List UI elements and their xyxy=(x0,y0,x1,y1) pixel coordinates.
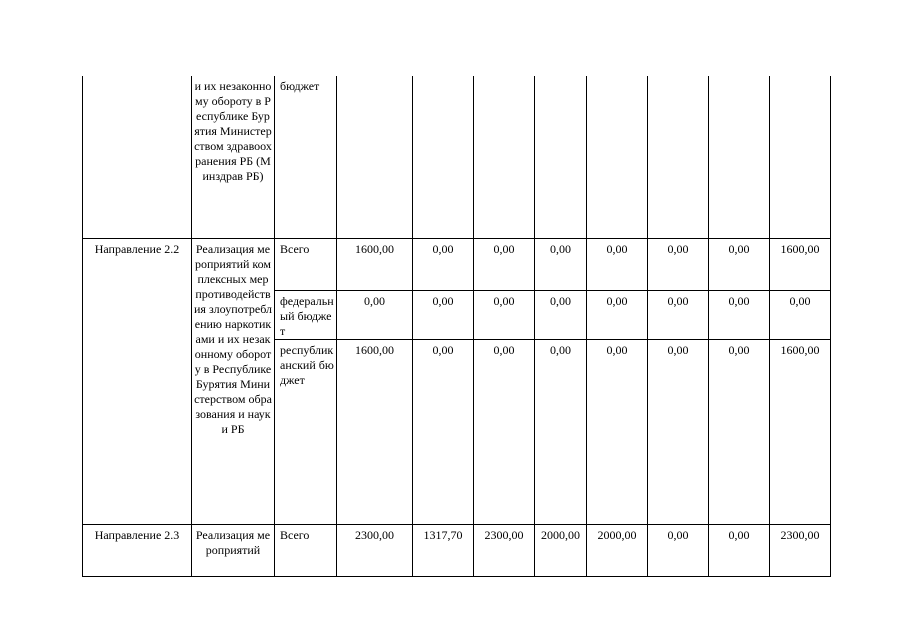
value-cell xyxy=(709,76,770,238)
value-cell: 0,00 xyxy=(413,339,474,524)
source-cell: республиканский бюджет xyxy=(275,339,337,524)
source-cell: Всего xyxy=(275,524,337,576)
value-cell: 2000,00 xyxy=(535,524,587,576)
value-cell: 1600,00 xyxy=(337,238,413,290)
value-cell xyxy=(770,76,831,238)
table-row xyxy=(83,238,831,290)
value-cell: 1317,70 xyxy=(413,524,474,576)
value-cell xyxy=(535,76,587,238)
budget-table xyxy=(82,76,831,577)
table-row xyxy=(83,524,831,576)
value-cell: 0,00 xyxy=(648,290,709,339)
source-cell: бюджет xyxy=(275,76,337,238)
value-cell: 0,00 xyxy=(709,339,770,524)
value-cell: 0,00 xyxy=(535,339,587,524)
value-cell: 0,00 xyxy=(587,290,648,339)
value-cell: 0,00 xyxy=(648,238,709,290)
activity-cell: Реализация мероприятий xyxy=(192,524,275,576)
value-cell xyxy=(474,76,535,238)
value-cell: 0,00 xyxy=(474,290,535,339)
value-cell: 0,00 xyxy=(474,238,535,290)
value-cell: 1600,00 xyxy=(770,238,831,290)
value-cell: 2000,00 xyxy=(587,524,648,576)
value-cell xyxy=(587,76,648,238)
value-cell: 1600,00 xyxy=(337,339,413,524)
value-cell: 0,00 xyxy=(337,290,413,339)
value-cell: 0,00 xyxy=(770,290,831,339)
value-cell: 0,00 xyxy=(587,238,648,290)
value-cell xyxy=(413,76,474,238)
value-cell: 0,00 xyxy=(709,290,770,339)
value-cell: 0,00 xyxy=(648,339,709,524)
direction-cell xyxy=(83,76,192,238)
activity-cell: и их незаконному обороту в Республике Бурятия Министерством здравоохранения РБ (Минздрав РБ) xyxy=(192,76,275,238)
value-cell: 2300,00 xyxy=(770,524,831,576)
value-cell: 2300,00 xyxy=(474,524,535,576)
direction-cell: Направление 2.2 xyxy=(83,238,192,524)
value-cell: 0,00 xyxy=(535,290,587,339)
value-cell: 0,00 xyxy=(535,238,587,290)
value-cell: 2300,00 xyxy=(337,524,413,576)
value-cell: 1600,00 xyxy=(770,339,831,524)
table-row xyxy=(83,76,831,238)
value-cell: 0,00 xyxy=(648,524,709,576)
value-cell: 0,00 xyxy=(709,238,770,290)
activity-cell: Реализация мероприятий комплексных мер противодействия злоупотреблению наркотиками и их незаконному обороту в Республике Бурятия Министерством образования и науки РБ xyxy=(192,238,275,524)
direction-cell: Направление 2.3 xyxy=(83,524,192,576)
value-cell: 0,00 xyxy=(587,339,648,524)
source-cell: Всего xyxy=(275,238,337,290)
value-cell: 0,00 xyxy=(709,524,770,576)
source-cell: федеральный бюджет xyxy=(275,290,337,339)
value-cell: 0,00 xyxy=(413,290,474,339)
value-cell: 0,00 xyxy=(413,238,474,290)
value-cell: 0,00 xyxy=(474,339,535,524)
value-cell xyxy=(648,76,709,238)
value-cell xyxy=(337,76,413,238)
